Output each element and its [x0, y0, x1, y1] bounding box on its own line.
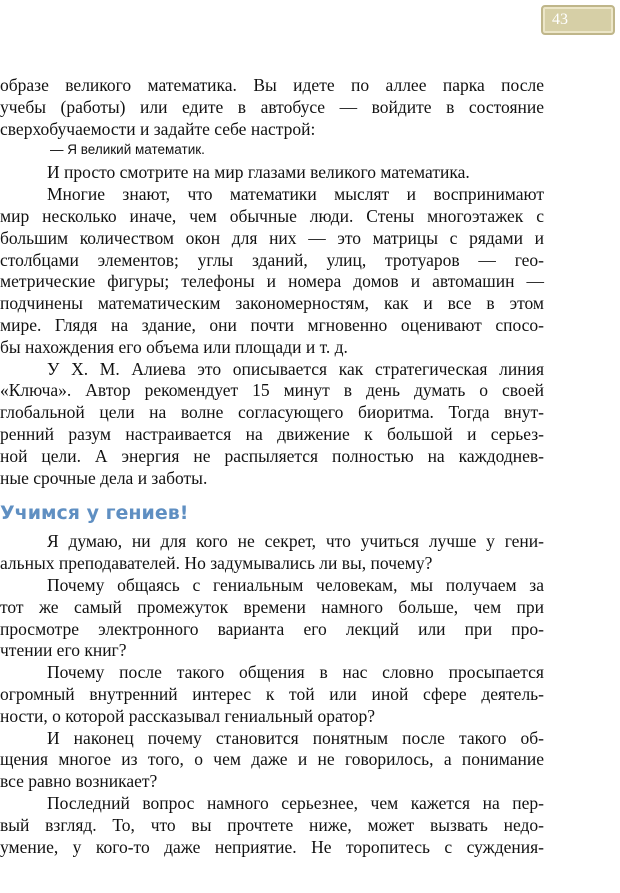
- text-line: вый взгляд. То, что вы прочтете ниже, может вызвать недо-: [0, 814, 544, 835]
- text-line: метрические фигуры; телефоны и номера домов и автомашин —: [0, 271, 544, 292]
- text-line: альных преподавателей. Но задумывались ли вы, почему?: [0, 553, 433, 574]
- section-heading: Учимся у гениев!: [0, 502, 189, 525]
- text-line: ренний разум настраивается на движение к большой и серьез-: [0, 423, 544, 444]
- text-line: Почему после такого общения в нас словно просыпается: [47, 662, 544, 683]
- text-line: большим количеством окон для них — это матрицы с рядами и: [0, 227, 544, 248]
- text-line: мире. Глядя на здание, они почти мгновенно оценивают спосо-: [0, 314, 544, 335]
- text-line: Почему общаясь с гениальным человекам, мы получаем за: [47, 574, 544, 595]
- text-line: «Ключа». Автор рекомендует 15 минут в день думать о своей: [0, 380, 544, 401]
- paragraph: [0, 359, 544, 490]
- text-line: И просто смотрите на мир глазами великого математика.: [47, 162, 470, 183]
- text-line: тот же самый промежуток времени намного больше, чем при: [0, 596, 544, 617]
- text-line: умение, у кого-то даже неприятие. Не торопитесь с суждения-: [0, 836, 544, 857]
- paragraph: [0, 575, 544, 662]
- text-line: все равно возникает?: [0, 771, 158, 792]
- paragraph: [0, 162, 544, 184]
- text-line: ности, о которой рассказывал гениальный оратор?: [0, 705, 375, 726]
- text-line: ные срочные дела и заботы.: [0, 467, 208, 488]
- paragraph: [0, 531, 544, 575]
- text-line: столбцами элементов; углы зданий, улиц, тротуаров — гео-: [0, 249, 544, 270]
- text-line: сверхобучаемости и задайте себе настрой:: [0, 118, 316, 139]
- affirmation-note: — Я великий математик.: [50, 142, 205, 158]
- paragraph: [0, 184, 544, 358]
- text-line: бы нахождения его объема или площади и т. д.: [0, 336, 348, 357]
- text-line: мир несколько иначе, чем обычные люди. Стены многоэтажек с: [0, 205, 544, 226]
- text-line: Я думаю, ни для кого не секрет, что учиться лучше у гени-: [47, 531, 544, 552]
- paragraph: [0, 793, 544, 858]
- text-line: чтении его книг?: [0, 640, 127, 661]
- text-line: И наконец почему становится понятным после такого об-: [47, 727, 544, 748]
- text-line: огромный внутренний интерес к той или иной сфере деятель-: [0, 683, 544, 704]
- text-line: У Х. М. Алиева это описывается как стратегическая линия: [47, 358, 544, 379]
- text-line: ной цели. А энергия не распыляется полностью на каждоднев-: [0, 445, 544, 466]
- page-body: [0, 75, 544, 858]
- text-line: подчинены математическим закономерностям, как и все в этом: [0, 293, 544, 314]
- page-number-badge: 43: [541, 5, 615, 35]
- text-line: щения многое из того, о чем даже и не говорилось, а понимание: [0, 749, 544, 770]
- text-line: образе великого математика. Вы идете по аллее парка после: [0, 75, 544, 95]
- paragraph: [0, 728, 544, 793]
- text-line: глобальной цели на волне согласующего биоритма. Тогда внут-: [0, 402, 544, 423]
- text-line: просмотре электронного варианта его лекций или при про-: [0, 618, 544, 639]
- text-line: учебы (работы) или едите в автобусе — войдите в состояние: [0, 96, 544, 117]
- paragraph: [0, 75, 544, 140]
- paragraph: [0, 662, 544, 727]
- text-line: Последний вопрос намного серьезнее, чем кажется на пер-: [47, 792, 544, 813]
- text-line: Многие знают, что математики мыслят и воспринимают: [47, 184, 544, 205]
